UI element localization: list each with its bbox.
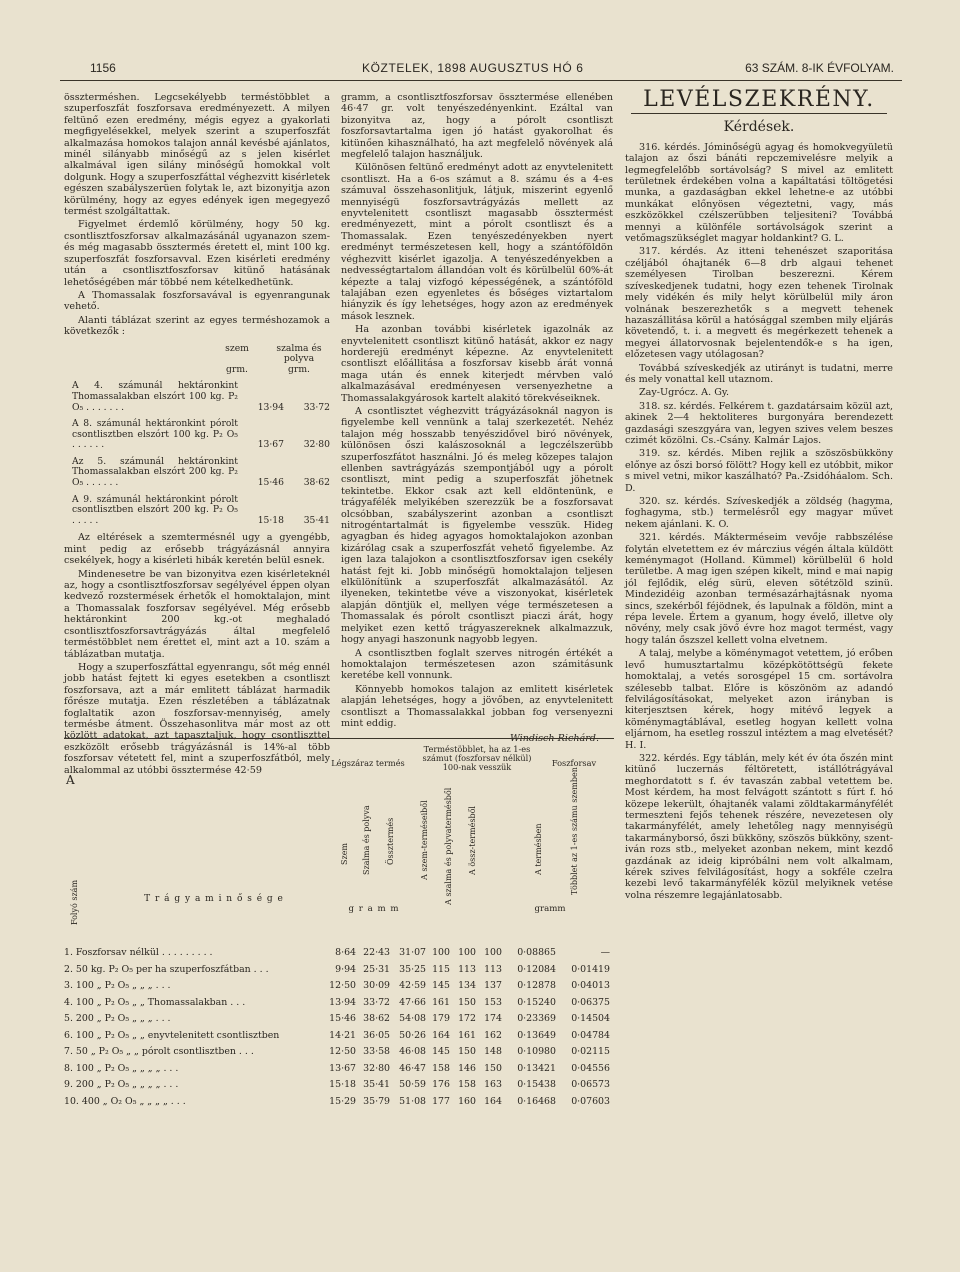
cell-t2: 100: [458, 947, 476, 958]
table-row: [64, 1044, 614, 1061]
cell-f1: 0·13649: [517, 1029, 556, 1041]
cell-ossz: 51·08: [399, 1095, 426, 1107]
results-table: [64, 745, 614, 1235]
cell-szalma: 33·58: [363, 1046, 390, 1057]
cell-ossz: 50·26: [399, 1029, 426, 1041]
table-row: [64, 962, 614, 979]
question-321: 321. kérdés. Mákterméseim vevője rabbszélése folytán elvetettem ez év márczius végén általa küldött keménymagot (Holland. Kümmel) körülbelül 6 hold területbe. A mag igen szépen kikelt, mind e mai napig jól fejlődik, elég sürü, eleven sötétzöld szinü. Mindezidéig azonban termésazárhajtásnak nyoma sincs, szekérből féjödnek, és lapulnak a földön, mint a répa levele. Értem a gyanum, hogy évelő, illetve oly növény, mely csak jövő évre hoz magot termést, vagy hogy talán őszszel kellett volna elvetnem.: [625, 532, 893, 646]
paragraph: Figyelmet érdemlő körülmény, hogy 50 kg. csontlisztfoszforsav alkalmazásánál ugyanazon szem- és még magasabb össztermés éretett el, mint 100 kg. szuperfoszfát foszforsavval. Ezen kisérleti eredmény után a csontlisztfoszforsav kitünő hatásának lehetőségében már többé nem kételkedhetünk.: [64, 219, 330, 288]
header-tragya: T r á g y a m i n ő s é g e: [144, 894, 284, 904]
header-a-szem: A szem-terméseiből: [420, 800, 429, 880]
cell-szalma: 38·62: [363, 1013, 390, 1024]
cell-t2: 146: [458, 1062, 476, 1074]
cell-f1: 0·10980: [517, 1046, 556, 1057]
table-row: [64, 1094, 614, 1111]
question-317: 317. kérdés. Az itteni tehenészet szaporitása czéljából óhajtanék 6—8 drb algaui tehenet személyesen Tirolban beszerezni. Kérem szíveskedjenek tudatni, hogy ezen tehenek Tirolnak mely vidékén és mily helyt körülbelül mily áron volnának beszerezhetők s a megvett tehenek hazaszállitása körül a hatósággal szemben mily eljárás követendő, t. i. a megvett és megérkezett tehenek a megyei állatorvosnak bejelentendők-e s ha igen, előzetesen vagy utólagosan?: [625, 246, 893, 361]
paragraph: A csontlisztet véghezvitt trágyázásoknál nagyon is figyelembe kell vennünk a talaj szerkezetét. Nehéz talajon még hosszabb tenyészidővel biró növények, különösen őszi kalászosoknál a legczélszerübb szuperfoszfátot használni. Jó és meleg közepes talajon ellenben savtrágyázás szempontjából ugy a pórolt csontliszt, mint pedig a szuperfoszfát jöhetnek tekintetbe. Ekkor csak azt kell eldöntenünk, e trágyafélék melyikében szerezzük be a foszforsavat olcsóbban, szabályszerint azonban a csontliszt nitrogéntartalmát is figyelembe vesszük. Hideg agyagban és hideg agyagos homoktalajokon azonban kizárólag csak a szuperfoszfát vehető figyelembe. Az igen laza talajokon a csontlisztfoszforsav igen csekély hatást fejt ki. Jobb minőségü homoktalajon teljesen elkülönítünk a szuperfoszfát alkalmazásától. Az ilyeneken, tekintetbe véve a viszonyokat, kisérletek alapján döntjük el, mellyen vége természetesen a Thomassalak és pórolt csontliszt piaczi árát, hogy melyiket ezen kettő trágyaszereknek alkalmazzuk, hogy anyagi haszonunk nagyobb legyen.: [341, 405, 613, 646]
cell-t3: 148: [484, 1046, 502, 1057]
cell-t3: 174: [484, 1013, 502, 1024]
cell-szalma: 25·31: [363, 963, 390, 975]
cell-f2: 0·01419: [571, 963, 610, 975]
value-szalma: 33·72: [303, 401, 330, 413]
value-szem: 13·94: [257, 401, 284, 413]
cell-t1: 177: [432, 1095, 450, 1107]
unit-gramm-2: gramm: [534, 904, 566, 914]
cell-szem: 9·94: [335, 963, 356, 975]
section-subtitle: Kérdések.: [723, 119, 795, 136]
cell-ossz: 42·59: [399, 980, 426, 991]
table-row: [64, 1061, 614, 1078]
cell-f2: 0·14504: [571, 1013, 610, 1024]
section-title: LEVÉLSZEKRÉNY.: [643, 87, 875, 112]
table-row: [72, 381, 330, 413]
cell-f1: 0·13421: [517, 1062, 556, 1074]
cell-szalma: 35·41: [363, 1079, 390, 1090]
cell-szalma: 30·09: [363, 980, 390, 991]
row-label: A 9. számunál hektáronkint pórolt csontlisztben elszórt 200 kg. P₂ O₅ . . . . .: [72, 493, 238, 526]
paragraph: Továbbá szíveskedjék az utirányt is tudatni, merre és mely vonattal kell utaznom.: [625, 362, 893, 385]
row-label: 3. 100 „ P₂ O₅ „ „ „ . . .: [64, 980, 171, 991]
cell-t3: 150: [484, 1062, 502, 1074]
question-318: 318. sz. kérdés. Felkérem t. gazdatársaim közül azt, akinek 2—4 hektoliteres burgonyára berendezett gazdasági szeszgyára van, legyen szives velem beszes czimét közölni. Cs.-Csány. Kalmár Lajos.: [625, 400, 893, 446]
paragraph: A csontlisztben foglalt szerves nitrogén értékét a homoktalajon természetesen azon számitásunk keretébe kell vonnunk.: [341, 647, 613, 682]
table-row: [64, 978, 614, 995]
header-tobblet: Többlet az 1-es számu szemben: [570, 767, 579, 895]
cell-t2: 134: [458, 980, 476, 991]
column-2: [341, 92, 613, 745]
question-320: 320. sz. kérdés. Szíveskedjék a zöldség (hagyma, foghagyma, stb.) termelésről egy magyar művet nekem ajánlani. K. O.: [625, 496, 893, 530]
issue-info: 63 SZÁM. 8-IK ÉVFOLYAM.: [745, 61, 894, 75]
paragraph: A Thomassalak foszforsavával is egyenrangunak vehető.: [64, 289, 330, 313]
row-label: 8. 100 „ P₂ O₅ „ „ „ „ . . .: [64, 1062, 179, 1074]
cell-ossz: 46·08: [399, 1046, 426, 1057]
column-header-szalma: szalma és polyva: [276, 342, 322, 365]
cell-f1: 0·15438: [517, 1079, 556, 1090]
cell-t2: 161: [458, 1029, 476, 1041]
unit-label: grm.: [288, 363, 310, 375]
value-szalma: 32·80: [303, 439, 330, 451]
table-row: [64, 1011, 614, 1028]
row-label: 4. 100 „ P₂ O₅ „ „ Thomassalakban . . .: [64, 996, 246, 1008]
cell-t1: 145: [432, 980, 450, 991]
paragraph: Könnyebb homokos talajon az emlitett kisérletek alapján lehetséges, hogy a jövőben, az enyvtelenitett csontliszt a Thomassalakkal jobban fog versenyezni mint eddig.: [341, 683, 613, 729]
table-row: [64, 945, 614, 962]
paragraph: Zay-Ugrócz. A. Gy.: [639, 387, 730, 399]
cell-t1: 100: [432, 947, 450, 958]
header-a-termesben: A termésben: [534, 823, 543, 875]
yield-summary-table: [72, 344, 330, 527]
cell-szem: 15·29: [329, 1095, 356, 1107]
column-3: [625, 87, 893, 903]
header-a-ossz: A össz-termésből: [468, 806, 477, 875]
table-row: [72, 457, 330, 489]
cell-szem: 12·50: [329, 1046, 356, 1057]
cell-f1: 0·16468: [517, 1095, 556, 1107]
table-marker: A: [66, 773, 75, 787]
header-folyo-szam: Folyó szám: [70, 879, 79, 925]
row-label: 6. 100 „ P₂ O₅ „ „ enyvtelenitett csontlisztben: [64, 1029, 280, 1041]
cell-t3: 162: [484, 1029, 502, 1041]
row-label: A 4. számunál hektáronkint Thomassalakban elszórt 100 kg. P₂ O₅ . . . . . . .: [72, 380, 238, 413]
paragraph: gramm, a csontlisztfoszforsav össztermése ellenében 46·47 gr. volt tenyészedényenkint. Ezáltal van bizonyitva az, hogy a pórolt csontliszt foszforsavtartalma igen jó hatást gyakorolhat és kitünően kihasználható, ha azt megfelelő növények alá megfelelő talajon használjuk.: [341, 92, 613, 161]
header-a-szalma: A szalma és polyvatermésből: [444, 787, 453, 905]
table-row: [64, 1028, 614, 1045]
cell-f2: 0·07603: [571, 1095, 610, 1107]
row-label: 2. 50 kg. P₂ O₅ per ha szuperfoszfátban . . .: [64, 963, 269, 975]
author-signature: Windisch Richárd.: [509, 733, 599, 745]
paragraph: Mindenesetre be van bizonyitva ezen kisérleteknél az, hogy a csontlisztfoszforsav segélyével éppen olyan kedvező rozstermések érhetők el homoktalajon, mint a Thomassalak foszforsav segélyével. Még erősebb hektáronkint 200 kg.-ot meghaladó csontlisztfoszforsavtrágyázás által megfelelő terméstöbblet nem érettet el, mint azt a 10. szám a táblázatban mutatja.: [64, 568, 330, 660]
question-322: 322. kérdés. Egy táblán, mely két év óta őszén mint kitünő luczernás féltöretett, istállótrágyával meghordatott s f. év tavaszán zabbal vetettem be. Most kérdem, ha most felvágott szántott s fúrt f. hó közepe lekerült, óhajtanék valami zöldtakarmányfélét termeszteni fejős tehenek részére, nevezetesen oly takarmányfélét, amely lehetőleg nagy mennyiségü takarmányborsó, őszi bükköny, szöszös bükköny, szent-iván rozs stb., melyeket azonban nekem, mint kezdő gazdának az ideig kipróbálni nem volt alkalmam, kérek szives felvilágosítást, hogy a sokféle czelra kezebi levő takarmányfélék közül melyiknek vetése volna részemre legajánlatosabb.: [625, 752, 893, 901]
header-ossz: Össztermés: [386, 817, 395, 865]
paragraph: összterméshen. Legcsekélyebb terméstöbblet a szuperfoszfát foszforsava eredményezett. A milyen feltünő ezen eredmény, mégis egyez a gyakorlati megfigyelésekkel, melyek szerint a szuperfoszfát alkalmazása homokos talajon annál kevésbé ajánlatos, minél silányabb minőségű az s jelen kisérlet alkalmával igen silány minőségű homokkal volt dolgunk. Hogy a szuperfoszfáttal véghezvitt kisérletek egészen szabályszerüen folytak le, azt bizonyitja azon körülmény, hogy az egyes edények igen megegyező termést szolgáltattak.: [64, 92, 330, 218]
cell-t1: 176: [432, 1079, 450, 1090]
table-body: [64, 945, 614, 1110]
cell-t3: 164: [484, 1095, 502, 1107]
cell-t1: 164: [432, 1029, 450, 1041]
value-szalma: 35·41: [303, 514, 330, 526]
row-label: 7. 50 „ P₂ O₅ „ „ pórolt csontlisztben . . .: [64, 1046, 254, 1057]
cell-szalma: 32·80: [363, 1062, 390, 1074]
row-label: Az 5. számunál hektáronkint Thomassalakban elszórt 200 kg. P₂ O₅ . . . . . .: [72, 455, 238, 489]
divider: [631, 113, 887, 114]
page-number: 1156: [90, 61, 116, 75]
page-header: [60, 58, 902, 81]
cell-f1: 0·12878: [517, 980, 556, 991]
cell-t2: 113: [458, 963, 476, 975]
cell-szalma: 22·43: [363, 947, 390, 958]
publication-date: KÖZTELEK, 1898 AUGUSZTUS HÓ 6: [362, 61, 584, 75]
group-header-foszforsav: Foszforsav: [551, 758, 597, 768]
header-szalma: Szalma és polyva: [362, 805, 371, 875]
cell-t3: 100: [484, 947, 502, 958]
row-label: 9. 200 „ P₂ O₅ „ „ „ „ . . .: [64, 1079, 179, 1090]
cell-szem: 13·94: [329, 996, 356, 1008]
cell-ossz: 54·08: [399, 1013, 426, 1024]
cell-szem: 12·50: [329, 980, 356, 991]
cell-f2: 0·04013: [571, 980, 610, 991]
paragraph: Különösen feltünő eredményt adott az enyvtelenitett csontliszt. Ha a 6-os számut a 8. számu és a 4-es számuval összehasonlitjuk, látjuk, miszerint egyenlő mennyiségü foszforsavtrágyázás mellett az enyvtelenitett csontliszt magasabb össztermést eredményezett, mint a pórolt csontliszt és a Thomassalak. Ezen tenyészedényekben nyert eredményt természetesen kell, hogy a szántóföldön véghezvitt kisérlet igazolja. A tenyészedényekben a nedvességtartalom állandóan volt és körülbelül 60%-át képezte a talaj vizfogó képességének, a szántóföld talajában ezen egyenletes és bőséges viztartalom hiányzik és így lehetséges, hogy azon az eredmények mások lesznek.: [341, 162, 613, 322]
question-316: 316. kérdés. Jóminőségü agyag és homokvegyületü talajon az őszi bánáti repczemivelésre melyik a legmegfelelőbb sortávolság? S mivel az emlitett területnek érdekében volna a kapáltatási töltögetési munka, a gazdaságban ekkel lehetne-e az utóbbi munkákat előnyösen végeztetni, vagy, más eszközökkel czélszerübben teljesiteni? Továbbá mennyi a különféle sortávolságok szerint a vetőmagszükséglet magyar holdankint? G. L.: [625, 141, 893, 245]
cell-szem: 15·46: [329, 1013, 356, 1024]
value-szem: 15·46: [257, 477, 284, 489]
table-header: [72, 344, 330, 365]
cell-ossz: 47·66: [399, 996, 426, 1008]
table-row: [64, 1077, 614, 1094]
cell-f1: 0·12084: [517, 963, 556, 975]
header-szem: Szem: [340, 842, 349, 865]
cell-szem: 8·64: [335, 947, 356, 958]
cell-ossz: 50·59: [399, 1079, 426, 1090]
cell-f2: —: [600, 947, 610, 958]
unit-gramm: g r a m m: [348, 904, 400, 914]
paragraph: A talaj, melybe a köménymagot vetettem, jó erőben levő humusztartalmu középkötöttségü fekete homoktalaj, a vetés sorosgépel 15 cm. sortávolra szélesebb talbat. Előre is köszönöm az adandó felvilágosításokat, melyeket azon irányban is kiterjesztsen kérek, hogy mitévő legyek a köménymagtáblával, esetleg hogyan kellett volna eljárnom, ha esetleg rosszul intéztem a mag elvetését? H. I.: [625, 648, 893, 751]
cell-szalma: 33·72: [363, 996, 390, 1008]
paragraph: Ha azonban további kisérletek igazolnák az enyvtelenitett csontliszt kitünő hatását, akkor ez nagy horderejü eredményt képezne. Az enyvtelenitett csontliszt előállitása a foszforsav kisebb árát vonná maga után és ennek kiterjedt mérvben való alkalmazásával eredményesen versenyezhetne a Thomassalakgyárosok kartelt alakitó törekvéseiknek.: [341, 324, 613, 404]
paragraph: Hogy a szuperfoszfáttal egyenrangu, sőt még ennél jobb hatást fejtett ki egyes esetekben a csontliszt foszforsava, azt a már emlitett táblázat harmadik főrésze mutatja. Ezen részletében a táblázatnak foglaltatik azon foszforsav-mennyiség, amely termésbe átment. Összehasonlitva már most az ott közlött adatokat, azt tapasztaljuk, hogy csontliszttel eszközölt erősebb trágyázásnál is 14%-al több foszforsav vétetett fel, mint a szuperfoszfátból, mely alkalommal az utóbbi össztermése 42·59: [64, 661, 330, 776]
cell-ossz: 31·07: [399, 947, 426, 958]
cell-szalma: 35·79: [363, 1095, 390, 1107]
column-header-szem: szem: [225, 342, 249, 354]
cell-f1: 0·15240: [517, 996, 556, 1008]
cell-ossz: 46·47: [399, 1062, 426, 1074]
cell-f2: 0·02115: [571, 1046, 610, 1057]
table-row: [72, 419, 330, 451]
paragraph: Alanti táblázat szerint az egyes terméshozamok a következők :: [64, 314, 330, 338]
table-row: [72, 495, 330, 527]
cell-t3: 113: [484, 963, 502, 975]
table-row: [64, 995, 614, 1012]
value-szalma: 38·62: [303, 477, 330, 489]
cell-t1: 161: [432, 996, 450, 1008]
group-header-legszaraz: Légszáraz termés: [331, 758, 405, 768]
cell-t2: 150: [458, 1046, 476, 1057]
cell-f2: 0·06573: [571, 1079, 610, 1090]
cell-t2: 172: [458, 1013, 476, 1024]
cell-f2: 0·04556: [571, 1062, 610, 1074]
cell-t1: 145: [432, 1046, 450, 1057]
unit-label: grm.: [226, 363, 248, 375]
value-szem: 13·67: [257, 439, 284, 451]
cell-f1: 0·23369: [517, 1013, 556, 1024]
paragraph: Az eltérések a szemtermésnél ugy a gyengébb, mint pedig az erősebb trágyázásnál annyira csekélyek, hogy a kisérleti hibák keretén belül esnek.: [64, 532, 330, 567]
table-units: [72, 365, 330, 376]
cell-szem: 14·21: [329, 1029, 356, 1041]
cell-f2: 0·04784: [571, 1029, 610, 1041]
cell-t2: 158: [458, 1079, 476, 1090]
cell-t1: 115: [432, 963, 450, 975]
cell-ossz: 35·25: [399, 963, 426, 975]
cell-szalma: 36·05: [363, 1029, 390, 1041]
cell-szem: 15·18: [329, 1079, 356, 1090]
question-319: 319. sz. kérdés. Miben rejlik a szöszösbükköny előnye az őszi borsó fölött? Hogy kell ez utóbbit, mikor s mivel vetni, mikor kaszálható? Pa.-Zsidóháalom. Sch. D.: [625, 448, 893, 494]
cell-t1: 158: [432, 1062, 450, 1074]
row-label: 1. Foszforsav nélkül . . . . . . . . .: [64, 947, 213, 958]
cell-t3: 153: [484, 996, 502, 1008]
cell-t3: 163: [484, 1079, 502, 1090]
row-label: A 8. számunál hektáronkint pórolt csontlisztben elszórt 100 kg. P₂ O₅ . . . . . .: [72, 418, 238, 451]
cell-t2: 150: [458, 996, 476, 1008]
row-label: 10. 400 „ O₂ O₅ „ „ „ „ . . .: [64, 1095, 186, 1107]
cell-t2: 160: [458, 1095, 476, 1107]
column-1: [64, 92, 330, 778]
value-szem: 15·18: [257, 514, 284, 526]
cell-t1: 179: [432, 1013, 450, 1024]
cell-szem: 13·67: [329, 1062, 356, 1074]
cell-f2: 0·06375: [571, 996, 610, 1008]
row-label: 5. 200 „ P₂ O₅ „ „ „ . . .: [64, 1013, 171, 1024]
group-header-termestobblet: Terméstöbblet, ha az 1-es számut (foszforsav nélkül) 100-nak vesszük: [422, 744, 532, 772]
divider: [64, 738, 614, 739]
cell-f1: 0·08865: [517, 947, 556, 958]
cell-t3: 137: [484, 980, 502, 991]
